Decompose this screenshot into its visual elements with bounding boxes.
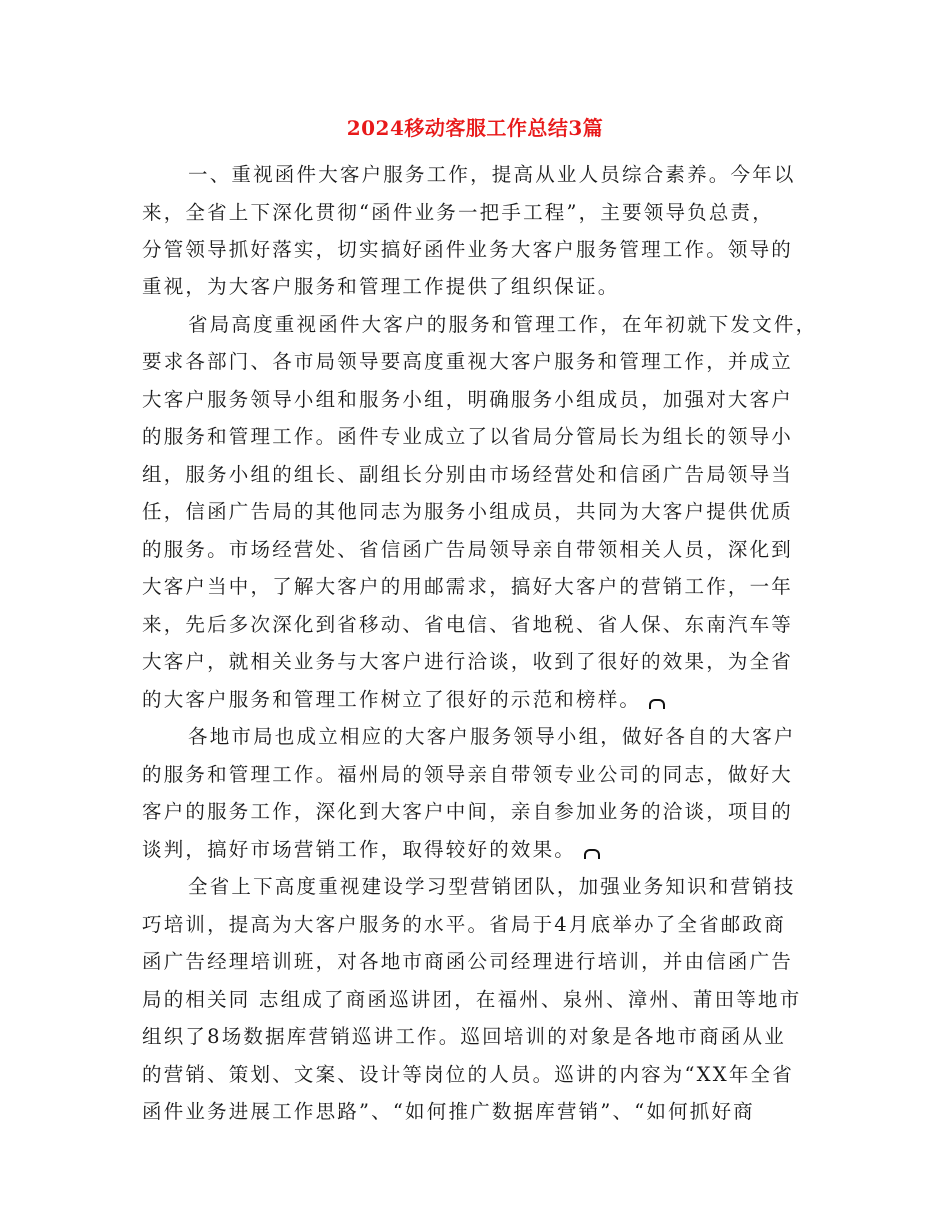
paragraph-line: 任，信函广告局的其他同志为服务小组成员，共同为大客户提供优质 xyxy=(142,500,794,523)
paragraph-line: 各地市局也成立相应的大客户服务领导小组，做好各自的大客户 xyxy=(188,725,796,748)
paragraph-line: 大客户服务领导小组和服务小组，明确服务小组成员，加强对大客户 xyxy=(142,388,794,411)
paragraph-line: 客户的服务工作，深化到大客户中间，亲自参加业务的洽谈，项目的 xyxy=(142,800,794,823)
paragraph-line: 来，全省上下深化贯彻“函件业务一把手工程”，主要领导负总责， xyxy=(142,201,774,224)
document-title: 2024移动客服工作总结3篇 xyxy=(346,116,604,140)
paragraph-line: 来，先后多次深化到省移动、省电信、省地税、省人保、东南汽车等 xyxy=(142,613,794,636)
paragraph-line: 的服务和管理工作。福州局的领导亲自带领专业公司的同志，做好大 xyxy=(142,763,794,786)
paragraph-line: 的营销、策划、文案、设计等岗位的人员。巡讲的内容为“XX年全省 xyxy=(142,1063,794,1086)
paragraph-line: 全省上下高度重视建设学习型营销团队，加强业务知识和营销技 xyxy=(188,875,796,898)
paragraph-line: 的服务和管理工作。函件专业成立了以省局分管局长为组长的领导小 xyxy=(142,425,794,448)
paragraph-line: 的服务。市场经营处、省信函广告局领导亲自带领相关人员，深化到 xyxy=(142,538,794,561)
paragraph-line: 重视，为大客户服务和管理工作提供了组织保证。 xyxy=(142,275,620,298)
paragraph-line: 分管领导抓好落实，切实搞好函件业务大客户服务管理工作。领导的 xyxy=(142,238,794,261)
paragraph-line: 局的相关同 志组成了商函巡讲团，在福州、泉州、漳州、莆田等地市 xyxy=(142,988,802,1011)
paragraph-line: 组织了8场数据库营销巡讲工作。巡回培训的对象是各地市商函从业 xyxy=(142,1025,786,1048)
paragraph-line-with-mark xyxy=(142,686,665,714)
paragraph-line: 大客户，就相关业务与大客户进行洽谈，收到了很好的效果，为全省 xyxy=(142,650,794,673)
paragraph-line: 省局高度重视函件大客户的服务和管理工作，在年初就下发文件， xyxy=(188,313,818,336)
paragraph-line: 大客户当中，了解大客户的用邮需求，搞好大客户的营销工作，一年 xyxy=(142,575,794,598)
paragraph-line: 一、重视函件大客户服务工作，提高从业人员综合素养。今年以 xyxy=(188,163,796,186)
paragraph-end-mark-icon xyxy=(584,849,600,859)
paragraph-line-with-mark xyxy=(142,836,600,864)
paragraph-end-mark-icon xyxy=(649,699,665,709)
paragraph-line-text: 谈判，搞好市场营销工作，取得较好的效果。 xyxy=(142,838,577,861)
paragraph-line: 巧培训，提高为大客户服务的水平。省局于4月底举办了全省邮政商 xyxy=(142,913,786,936)
paragraph-line: 函件业务进展工作思路”、“如何推广数据库营销”、“如何抓好商 xyxy=(142,1100,755,1123)
paragraph-line: 组，服务小组的组长、副组长分别由市场经营处和信函广告局领导当 xyxy=(142,463,794,486)
paragraph-line: 函广告经理培训班，对各地市商函公司经理进行培训，并由信函广告 xyxy=(142,950,794,973)
paragraph-line-text: 的大客户服务和管理工作树立了很好的示范和榜样。 xyxy=(142,688,642,711)
paragraph-line: 要求各部门、各市局领导要高度重视大客户服务和管理工作，并成立 xyxy=(142,350,794,373)
